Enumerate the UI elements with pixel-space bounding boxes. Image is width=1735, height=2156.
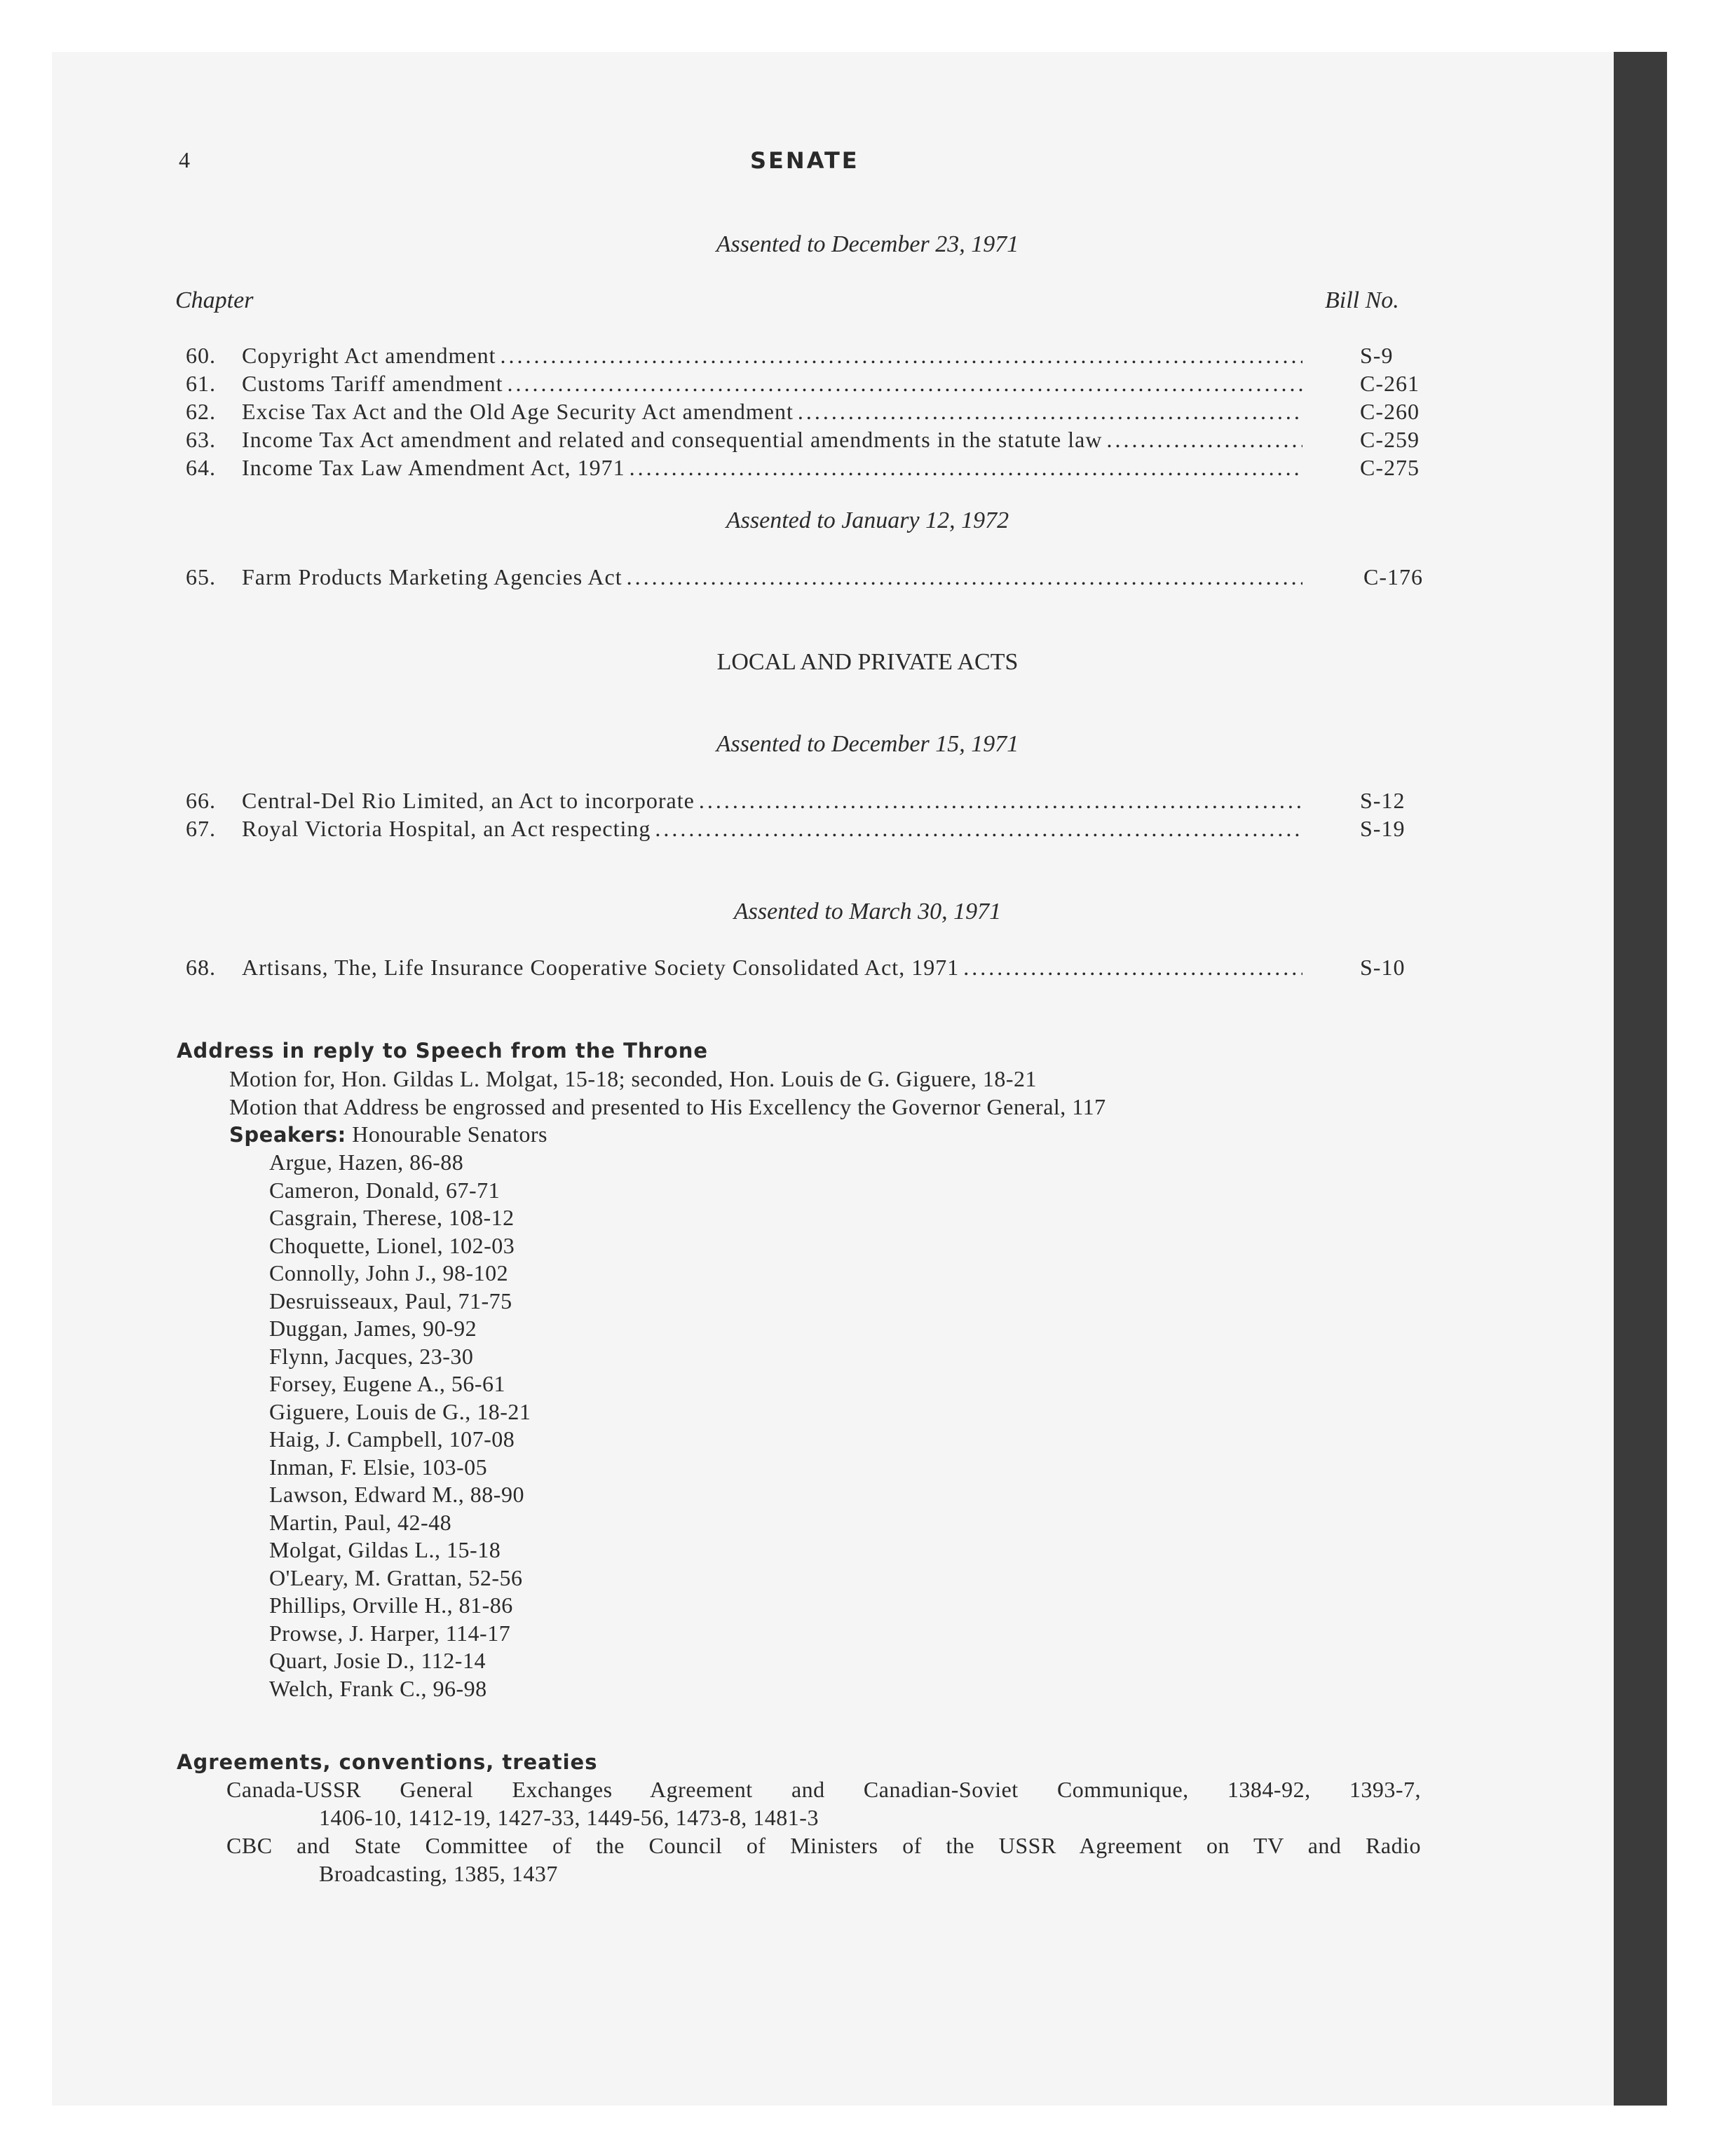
- act-title: Income Tax Act amendment and related and consequential amendments in the statute law . . .: [242, 427, 1302, 453]
- group-heading: Assented to December 23, 1971: [716, 231, 1019, 257]
- speaker-entry: Inman, F. Elsie, 103-05: [269, 1454, 488, 1480]
- speaker-entry: Cameron, Donald, 67-71: [269, 1177, 501, 1203]
- act-title: Central-Del Rio Limited, an Act to incorporate . . .: [242, 788, 1302, 814]
- act-title: Royal Victoria Hospital, an Act respecting . . .: [242, 816, 1302, 842]
- act-title: Income Tax Law Amendment Act, 1971 . . .: [242, 455, 1302, 481]
- speakers-label: Speakers:: [229, 1123, 346, 1147]
- chapter-number: 65.: [186, 564, 216, 589]
- act-entry: [186, 371, 1439, 399]
- bill-number: C-259: [1360, 427, 1420, 452]
- chapter-number: 66.: [186, 788, 216, 813]
- speaker-entry: Forsey, Eugene A., 56-61: [269, 1371, 505, 1396]
- act-entry: [186, 427, 1439, 455]
- section-heading-local-private: LOCAL AND PRIVATE ACTS: [716, 649, 1019, 675]
- speaker-list: [269, 1149, 531, 1703]
- act-entry: [186, 816, 1439, 844]
- bill-number: C-176: [1363, 564, 1423, 589]
- bill-column-label: Bill No.: [1325, 287, 1399, 313]
- bill-number: S-9: [1360, 343, 1394, 368]
- group-heading: Assented to December 15, 1971: [716, 731, 1019, 757]
- bill-number: S-12: [1360, 788, 1406, 813]
- speaker-entry: Choquette, Lionel, 102-03: [269, 1232, 515, 1258]
- bill-number: C-261: [1360, 371, 1420, 396]
- page-number: 4: [179, 147, 190, 172]
- agreement-entry-line: Broadcasting, 1385, 1437: [319, 1861, 558, 1886]
- act-title: Excise Tax Act and the Old Age Security Act amendment . . .: [242, 399, 1302, 425]
- act-title: Farm Products Marketing Agencies Act . . .: [242, 564, 1302, 590]
- speakers-line: [229, 1121, 547, 1147]
- speaker-entry: Flynn, Jacques, 23-30: [269, 1343, 474, 1369]
- speaker-entry: Welch, Frank C., 96-98: [269, 1675, 487, 1701]
- chapter-column-label: Chapter: [175, 287, 254, 313]
- scan-edge-shadow: [1614, 52, 1667, 2106]
- speaker-entry: Molgat, Gildas L., 15-18: [269, 1537, 501, 1562]
- section-heading-agreements: Agreements, conventions, treaties: [177, 1750, 598, 1774]
- chapter-number: 63.: [186, 427, 216, 452]
- chapter-number: 67.: [186, 816, 216, 841]
- speaker-entry: Casgrain, Therese, 108-12: [269, 1205, 515, 1230]
- page-header: SENATE: [750, 147, 859, 174]
- bill-number: S-19: [1360, 816, 1406, 841]
- speaker-entry: Martin, Paul, 42-48: [269, 1509, 452, 1535]
- chapter-number: 64.: [186, 455, 216, 480]
- act-entry: [186, 343, 1439, 371]
- bill-number: S-10: [1360, 955, 1406, 980]
- speaker-entry: Phillips, Orville H., 81-86: [269, 1592, 513, 1618]
- motion-that: Motion that Address be engrossed and presented to His Excellency the Governor General, 117: [229, 1094, 1106, 1119]
- chapter-number: 60.: [186, 343, 216, 368]
- speaker-entry: Prowse, J. Harper, 114-17: [269, 1620, 511, 1646]
- chapter-number: 61.: [186, 371, 216, 396]
- chapter-number: 68.: [186, 955, 216, 980]
- chapter-number: 62.: [186, 399, 216, 424]
- act-entry: [186, 564, 1439, 592]
- act-entry: [186, 788, 1439, 816]
- agreement-entry-line: 1406-10, 1412-19, 1427-33, 1449-56, 1473-8, 1481-3: [319, 1805, 819, 1830]
- bill-number: C-260: [1360, 399, 1420, 424]
- speaker-entry: Haig, J. Campbell, 107-08: [269, 1426, 515, 1452]
- speaker-entry: Desruisseaux, Paul, 71-75: [269, 1288, 512, 1314]
- act-entry: [186, 455, 1439, 483]
- act-title: Copyright Act amendment . . .: [242, 343, 1302, 369]
- speaker-entry: O'Leary, M. Grattan, 52-56: [269, 1564, 523, 1590]
- act-entry: [186, 399, 1439, 427]
- speakers-intro: Honourable Senators: [352, 1121, 547, 1147]
- speaker-entry: Duggan, James, 90-92: [269, 1316, 477, 1341]
- agreement-entry-line: Canada-USSR General Exchanges Agreement and Canadian-Soviet Communique, 1384-92, 1393-7,: [226, 1777, 1421, 1802]
- group-heading: Assented to March 30, 1971: [733, 899, 1002, 925]
- agreement-entry-line: CBC and State Committee of the Council of Ministers of the USSR Agreement on TV and Radio: [226, 1833, 1421, 1858]
- speaker-entry: Quart, Josie D., 112-14: [269, 1648, 486, 1673]
- bill-number: C-275: [1360, 455, 1420, 480]
- speaker-entry: Argue, Hazen, 86-88: [269, 1149, 464, 1175]
- act-title: Artisans, The, Life Insurance Cooperative Society Consolidated Act, 1971 . . .: [242, 955, 1302, 981]
- act-entry: [186, 955, 1439, 983]
- motion-for: Motion for, Hon. Gildas L. Molgat, 15-18; seconded, Hon. Louis de G. Giguere, 18-21: [229, 1066, 1037, 1091]
- speaker-entry: Connolly, John J., 98-102: [269, 1260, 509, 1285]
- group-heading: Assented to January 12, 1972: [726, 507, 1009, 533]
- speaker-entry: Lawson, Edward M., 88-90: [269, 1482, 524, 1507]
- act-title: Customs Tariff amendment . . .: [242, 371, 1302, 397]
- speaker-entry: Giguere, Louis de G., 18-21: [269, 1398, 531, 1424]
- section-heading-address: Address in reply to Speech from the Throne: [177, 1039, 709, 1063]
